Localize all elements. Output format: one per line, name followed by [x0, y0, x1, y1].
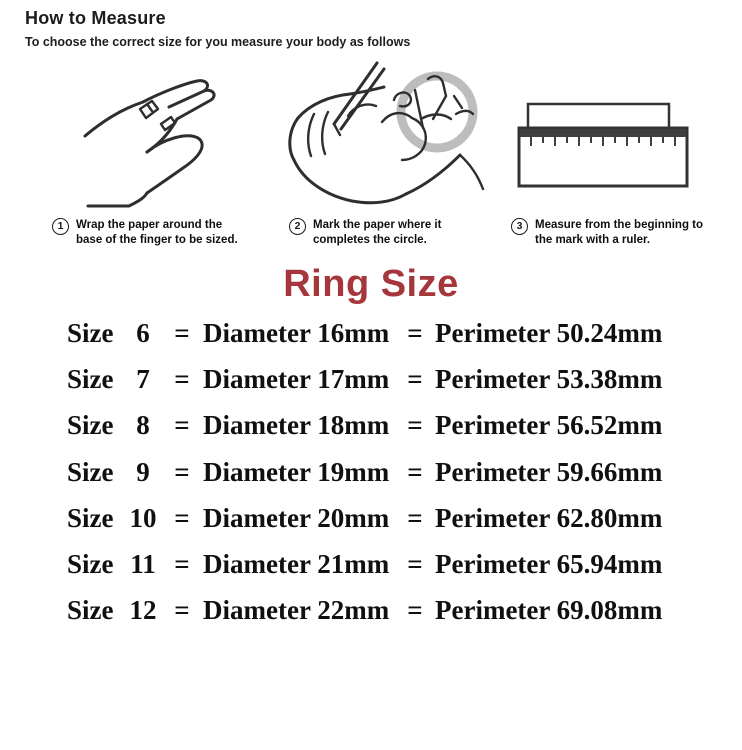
perimeter-text: Perimeter 56.52mm [435, 410, 663, 441]
diameter-text: Diameter 20mm [203, 502, 390, 533]
size-number: 7 [136, 364, 150, 395]
size-number: 9 [136, 456, 150, 487]
step1-illustration [55, 62, 255, 212]
equals-sign: = [174, 456, 190, 487]
equals-sign: = [174, 548, 190, 579]
size-word: Size [67, 502, 114, 533]
size-word: Size [67, 456, 114, 487]
size-word: Size [67, 364, 114, 395]
perimeter-text: Perimeter 53.38mm [435, 364, 663, 395]
step1-caption-line1: Wrap the paper around the [76, 219, 223, 231]
perimeter-text: Perimeter 69.08mm [435, 595, 663, 626]
diameter-text: Diameter 18mm [203, 410, 390, 441]
step1-number-badge: 1 [52, 218, 69, 235]
ruler-measuring-strip-icon [505, 80, 705, 205]
size-number: 11 [130, 548, 156, 579]
step3-illustration [505, 80, 705, 205]
page-title: How to Measure [25, 8, 166, 28]
size-word: Size [67, 548, 114, 579]
equals-sign: = [174, 364, 190, 395]
step2-number-badge: 2 [289, 218, 306, 235]
equals-sign: = [174, 502, 190, 533]
size-word: Size [67, 595, 114, 626]
equals-sign: = [174, 595, 190, 626]
ring-size-row [0, 457, 742, 503]
equals-sign: = [407, 548, 423, 579]
step3-caption-line2: the mark with a ruler. [535, 234, 651, 246]
page-subtitle: To choose the correct size for you measure your body as follows [25, 35, 411, 49]
size-number: 6 [136, 318, 150, 348]
perimeter-text: Perimeter 62.80mm [435, 502, 663, 533]
equals-sign: = [407, 456, 423, 487]
equals-sign: = [407, 595, 423, 626]
equals-sign: = [174, 318, 190, 348]
step2-illustration [282, 56, 497, 218]
size-word: Size [67, 410, 114, 441]
step3-caption-text [535, 218, 703, 248]
equals-sign: = [407, 410, 423, 441]
equals-sign: = [174, 410, 190, 441]
step2-caption-line1: Mark the paper where it [313, 219, 442, 231]
equals-sign: = [407, 364, 423, 395]
equals-sign: = [407, 502, 423, 533]
step2-caption [289, 218, 494, 248]
step1-caption [52, 218, 270, 248]
size-word: Size [67, 318, 114, 348]
ring-size-table [0, 318, 742, 641]
diameter-text: Diameter 21mm [203, 548, 390, 579]
hand-with-paper-strip-icon [55, 62, 255, 212]
perimeter-text: Perimeter 50.24mm [435, 318, 663, 348]
perimeter-text: Perimeter 65.94mm [435, 548, 663, 579]
diameter-text: Diameter 16mm [203, 318, 390, 348]
ring-size-row [0, 410, 742, 456]
diameter-text: Diameter 17mm [203, 364, 390, 395]
diameter-text: Diameter 19mm [203, 456, 390, 487]
step1-caption-text [76, 218, 238, 248]
equals-sign: = [407, 318, 423, 348]
step1-caption-line2: base of the finger to be sized. [76, 234, 238, 246]
size-number: 8 [136, 410, 150, 441]
paper-strip-shape [528, 104, 669, 130]
ruler-scale-band [520, 129, 686, 137]
perimeter-text: Perimeter 59.66mm [435, 456, 663, 487]
diameter-text: Diameter 22mm [203, 595, 390, 626]
ring-size-row [0, 318, 742, 364]
size-number: 12 [129, 595, 157, 626]
ring-size-heading: Ring Size [283, 263, 459, 305]
ring-size-row [0, 595, 742, 641]
size-number: 10 [129, 502, 157, 533]
step3-caption-line1: Measure from the beginning to [535, 219, 704, 231]
step2-caption-text [313, 218, 441, 248]
step3-caption [511, 218, 736, 248]
hand-marking-pen-magnifier-icon [282, 56, 497, 218]
step3-number-badge: 3 [511, 218, 528, 235]
ring-size-row [0, 503, 742, 549]
ring-size-row [0, 364, 742, 410]
step2-caption-line2: completes the circle. [313, 234, 427, 246]
ring-size-row [0, 549, 742, 595]
